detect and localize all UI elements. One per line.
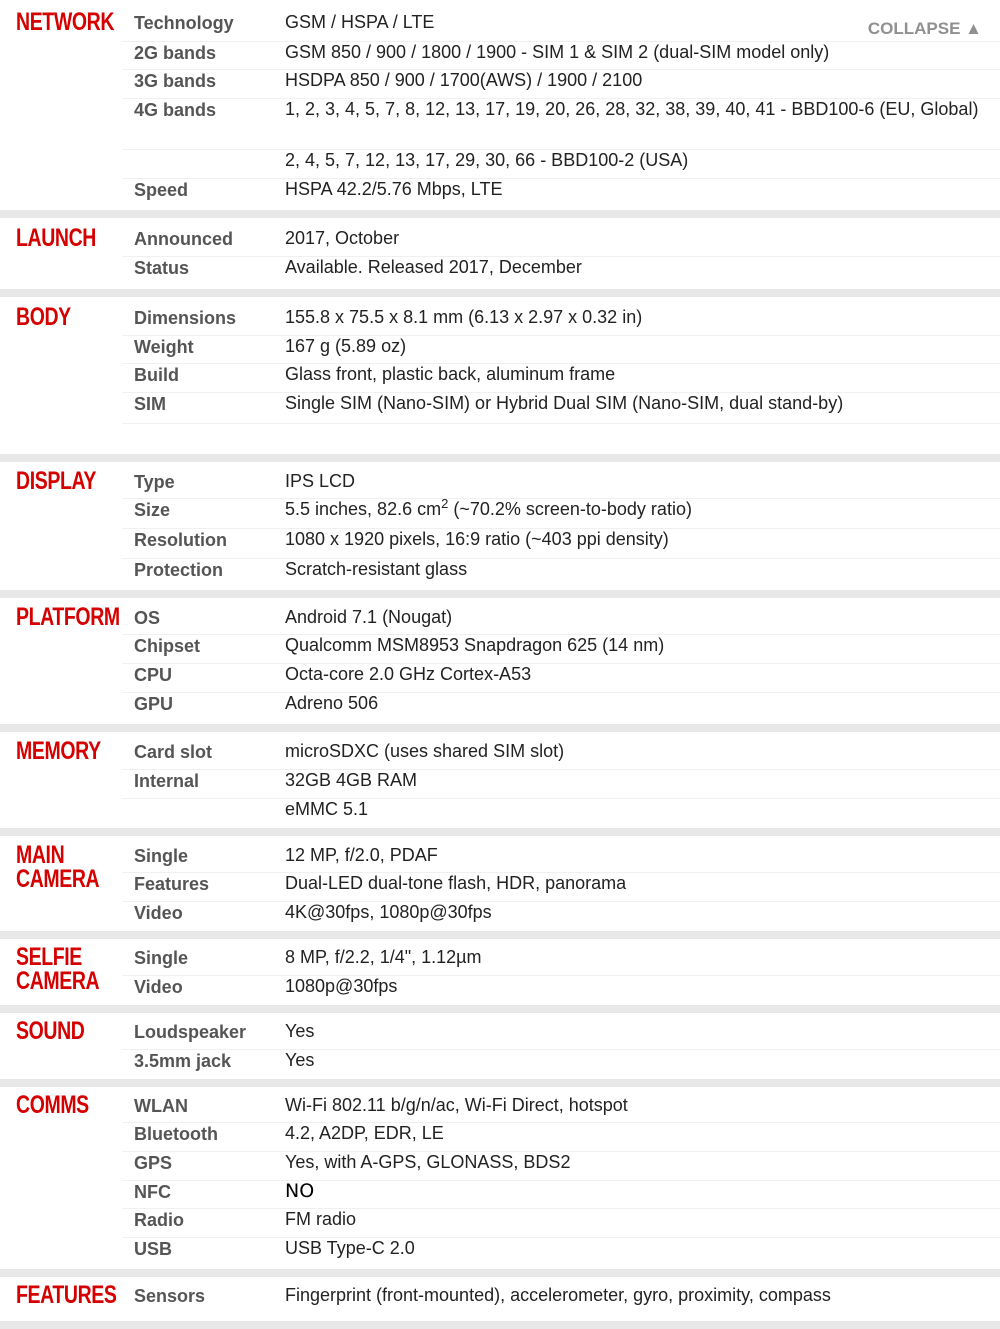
spec-row (122, 770, 1000, 799)
spec-value: NO (285, 1180, 315, 1202)
spec-row (122, 150, 1000, 179)
spec-label: Video (134, 903, 183, 923)
spec-label: 4G bands (134, 100, 217, 120)
section-title-line: MEMORY (16, 737, 101, 765)
section-title-line: MAIN (16, 841, 65, 869)
spec-value: Octa-core 2.0 GHz Cortex-A53 (285, 664, 532, 684)
spec-value: Yes, with A-GPS, GLONASS, BDS2 (285, 1152, 571, 1172)
section-title-line: SELFIE (16, 943, 82, 971)
spec-label: Announced (134, 229, 233, 249)
section-title (16, 603, 120, 631)
spec-row (122, 1238, 1000, 1269)
spec-section (0, 218, 1000, 297)
section-title-line: FEATURES (16, 1281, 117, 1309)
section-title-line: BODY (16, 303, 71, 331)
collapse-button[interactable]: COLLAPSE ▲ (867, 19, 982, 38)
spec-label: Sensors (134, 1286, 206, 1306)
spec-label: Build (134, 365, 179, 385)
spec-row (122, 607, 1000, 635)
spec-value: 1080 x 1920 pixels, 16:9 ratio (~403 ppi density) (285, 529, 669, 549)
spec-label: Dimensions (134, 308, 237, 328)
spec-section (0, 297, 1000, 462)
spec-value-text-after: (~70.2% screen-to-body ratio) (448, 499, 692, 519)
section-title (16, 739, 102, 763)
section-title (16, 1019, 102, 1043)
section-title-line: SOUND (16, 1017, 85, 1045)
spec-value: HSPA 42.2/5.76 Mbps, LTE (285, 179, 503, 199)
spec-label: 3G bands (134, 71, 217, 91)
spec-label: Speed (134, 180, 189, 200)
spec-section (0, 836, 1000, 939)
spec-label: SIM (134, 394, 167, 414)
spec-row (122, 693, 1000, 724)
spec-row (122, 1181, 1000, 1209)
spec-row (122, 42, 1000, 70)
spec-label: Loudspeaker (134, 1022, 247, 1042)
spec-row (122, 976, 1000, 1005)
spec-row (122, 471, 1000, 499)
spec-value: USB Type-C 2.0 (285, 1238, 415, 1258)
spec-label: Size (134, 500, 171, 520)
spec-value: Qualcomm MSM8953 Snapdragon 625 (14 nm) (285, 635, 665, 655)
spec-row (122, 70, 1000, 99)
spec-label: CPU (134, 665, 173, 685)
section-title-line: DISPLAY (16, 467, 96, 495)
spec-section (0, 1087, 1000, 1277)
spec-value: eMMC 5.1 (285, 799, 369, 819)
spec-label: Radio (134, 1210, 185, 1230)
spec-label: Single (134, 846, 189, 866)
spec-value: 32GB 4GB RAM (285, 770, 418, 790)
spec-label: Internal (134, 771, 200, 791)
spec-label: GPS (134, 1153, 173, 1173)
section-title (16, 843, 102, 891)
spec-row (122, 496, 1000, 529)
spec-label: 2G bands (134, 43, 217, 63)
spec-value: 2017, October (285, 228, 400, 248)
section-title-line: COMMS (16, 1091, 89, 1119)
spec-row (122, 635, 1000, 664)
spec-value (285, 496, 985, 520)
spec-value: Available. Released 2017, December (285, 257, 582, 277)
spec-section (0, 732, 1000, 836)
spec-value: Yes (285, 1021, 315, 1041)
spec-row (122, 559, 1000, 590)
spec-row (122, 1285, 1000, 1317)
section-title-line: CAMERA (16, 865, 100, 893)
spec-label: Weight (134, 337, 194, 357)
section-title (16, 945, 102, 993)
section-title (16, 1281, 117, 1309)
spec-value: Scratch-resistant glass (285, 559, 468, 579)
section-title-line: CAMERA (16, 967, 100, 995)
spec-row (122, 336, 1000, 364)
spec-value: microSDXC (uses shared SIM slot) (285, 741, 565, 761)
spec-label: Single (134, 948, 189, 968)
section-title (16, 1093, 102, 1117)
spec-row (122, 1123, 1000, 1152)
section-title (16, 469, 102, 493)
spec-value: HSDPA 850 / 900 / 1700(AWS) / 1900 / 2100 (285, 70, 643, 90)
spec-label: Bluetooth (134, 1124, 218, 1144)
section-title-line: NETWORK (16, 8, 115, 36)
spec-row (122, 664, 1000, 693)
spec-row (122, 1095, 1000, 1123)
spec-value: Fingerprint (front-mounted), accelerometer, gyro, proximity, compass (285, 1285, 831, 1305)
spec-value: Wi-Fi 802.11 b/g/n/ac, Wi-Fi Direct, hotspot (285, 1095, 628, 1115)
spec-row (122, 1021, 1000, 1050)
spec-section (0, 0, 1000, 218)
spec-label: 3.5mm jack (134, 1051, 232, 1071)
spec-section (0, 598, 1000, 732)
spec-value: 167 g (5.89 oz) (285, 336, 407, 356)
spec-label: Type (134, 472, 175, 492)
section-title (16, 305, 102, 329)
spec-row (122, 257, 1000, 289)
spec-row (122, 179, 1000, 210)
spec-row (122, 393, 1000, 424)
spec-label: Video (134, 977, 183, 997)
spec-row (122, 228, 1000, 257)
spec-value: 8 MP, f/2.2, 1/4", 1.12µm (285, 947, 482, 967)
spec-row (122, 1050, 1000, 1079)
section-title-line: LAUNCH (16, 224, 96, 252)
section-title (16, 226, 102, 250)
spec-value: 1080p@30fps (285, 976, 398, 996)
spec-value-text: 5.5 inches, 82.6 cm (285, 499, 442, 519)
spec-row (122, 1209, 1000, 1238)
spec-row (122, 947, 1000, 976)
spec-value: Single SIM (Nano-SIM) or Hybrid Dual SIM (Nano-SIM, dual stand-by) (285, 393, 844, 413)
spec-row (122, 99, 1000, 150)
spec-row (122, 845, 1000, 873)
spec-row (122, 902, 1000, 931)
spec-value: 155.8 x 75.5 x 8.1 mm (6.13 x 2.97 x 0.32 in) (285, 307, 643, 327)
spec-value: 2, 4, 5, 7, 12, 13, 17, 29, 30, 66 - BBD100-2 (USA) (285, 150, 689, 170)
spec-row (122, 424, 1000, 454)
spec-section (0, 939, 1000, 1013)
spec-label: USB (134, 1239, 173, 1259)
spec-label: Resolution (134, 530, 227, 550)
spec-value: 4K@30fps, 1080p@30fps (285, 902, 492, 922)
spec-row (122, 529, 1000, 559)
spec-value: Android 7.1 (Nougat) (285, 607, 453, 627)
spec-label: Features (134, 874, 210, 894)
spec-value: IPS LCD (285, 471, 356, 491)
section-title-line: PLATFORM (16, 603, 120, 631)
spec-label: Protection (134, 560, 224, 580)
spec-label: Card slot (134, 742, 213, 762)
spec-label: Status (134, 258, 190, 278)
spec-value: 12 MP, f/2.0, PDAF (285, 845, 438, 865)
spec-value: 1, 2, 3, 4, 5, 7, 8, 12, 13, 17, 19, 20, 26, 28, 32, 38, 39, 40, 41 - BBD100-6 (EU, Global) (285, 99, 979, 119)
spec-section (0, 462, 1000, 598)
spec-label: NFC (134, 1182, 171, 1202)
spec-value: GSM 850 / 900 / 1800 / 1900 - SIM 1 & SIM 2 (dual-SIM model only) (285, 42, 830, 62)
spec-section (0, 1013, 1000, 1087)
spec-label: Chipset (134, 636, 201, 656)
spec-label: WLAN (134, 1096, 188, 1116)
spec-value: 4.2, A2DP, EDR, LE (285, 1123, 444, 1143)
spec-label: Technology (134, 13, 234, 33)
spec-label: GPU (134, 694, 174, 714)
spec-value: Yes (285, 1050, 315, 1070)
spec-label: OS (134, 608, 161, 628)
spec-value-superscript: 2 (441, 496, 449, 511)
spec-value: GSM / HSPA / LTE (285, 12, 435, 32)
spec-row (122, 741, 1000, 770)
spec-section (0, 1277, 1000, 1329)
spec-value: Dual-LED dual-tone flash, HDR, panorama (285, 873, 627, 893)
spec-row (122, 799, 1000, 828)
spec-row (122, 307, 1000, 336)
spec-value: Adreno 506 (285, 693, 379, 713)
spec-row (122, 1152, 1000, 1181)
section-title (16, 8, 115, 36)
spec-value: FM radio (285, 1209, 357, 1229)
spec-value: Glass front, plastic back, aluminum frame (285, 364, 616, 384)
spec-row (122, 364, 1000, 393)
spec-row (122, 873, 1000, 902)
